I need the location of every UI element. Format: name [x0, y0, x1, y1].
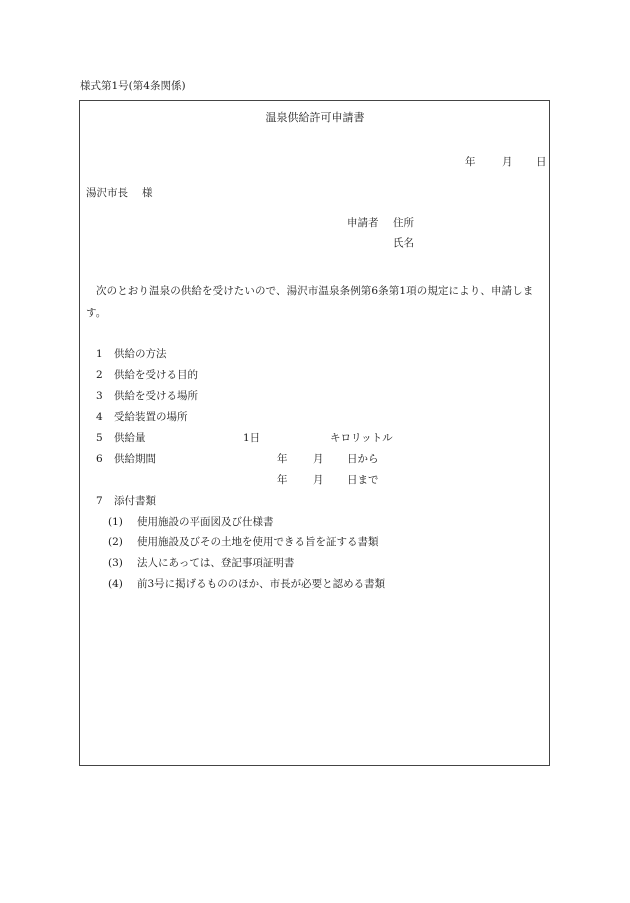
addressee-honorific: 様 — [142, 187, 153, 199]
attachment-item: 使用施設の平面図及び仕様書 — [137, 516, 274, 528]
attachment-number: (1) — [108, 516, 123, 528]
item-supply-purpose: 供給を受ける目的 — [114, 369, 198, 381]
item-supply-period: 供給期間 — [114, 453, 156, 465]
item-number: 2 — [96, 369, 103, 381]
attachment-number: (2) — [108, 536, 123, 548]
period-to-month: 月 — [313, 474, 324, 486]
supply-amount-unit: キロリットル — [330, 432, 393, 444]
item-number: 7 — [96, 495, 103, 507]
item-number: 1 — [96, 348, 103, 360]
attachment-item: 使用施設及びその土地を使用できる旨を証する書類 — [137, 536, 379, 548]
period-from-month: 月 — [313, 453, 324, 465]
item-supply-amount: 供給量 — [114, 432, 146, 444]
item-supply-location: 供給を受ける場所 — [114, 390, 198, 402]
attachment-number: (4) — [108, 578, 123, 590]
addressee-name: 湯沢市長 — [86, 187, 128, 199]
attachment-number: (3) — [108, 557, 123, 569]
period-to-year: 年 — [277, 474, 288, 486]
applicant-label: 申請者 — [347, 217, 379, 229]
applicant-address-label: 住所 — [393, 217, 414, 229]
item-number: 3 — [96, 390, 103, 402]
item-number: 6 — [96, 453, 103, 465]
application-statement: 次のとおり温泉の供給を受けたいので、湯沢市温泉条例第6条第1項の規定により、申請します。 — [86, 285, 534, 319]
addressee — [86, 188, 153, 199]
date-year-label: 年 — [465, 156, 476, 168]
date-month-label: 月 — [502, 156, 513, 168]
attachment-item: 前3号に掲げるもののほか、市長が必要と認める書類 — [137, 578, 386, 590]
item-supply-method: 供給の方法 — [114, 348, 167, 360]
item-receiver-location: 受給装置の場所 — [114, 411, 188, 423]
form-frame — [79, 100, 550, 766]
item-number: 4 — [96, 411, 103, 423]
applicant-name-label: 氏名 — [393, 237, 414, 249]
form-number-label: 様式第1号(第4条関係) — [80, 80, 186, 92]
period-to-day: 日まで — [347, 474, 379, 486]
date-day-label: 日 — [536, 156, 547, 168]
attachment-item: 法人にあっては、登記事項証明書 — [137, 557, 295, 569]
supply-amount-per-day: 1日 — [243, 432, 261, 444]
document-title: 温泉供給許可申請書 — [265, 111, 365, 124]
item-number: 5 — [96, 432, 103, 444]
period-from-day: 日から — [347, 453, 379, 465]
item-attachments: 添付書類 — [114, 495, 156, 507]
period-from-year: 年 — [277, 453, 288, 465]
